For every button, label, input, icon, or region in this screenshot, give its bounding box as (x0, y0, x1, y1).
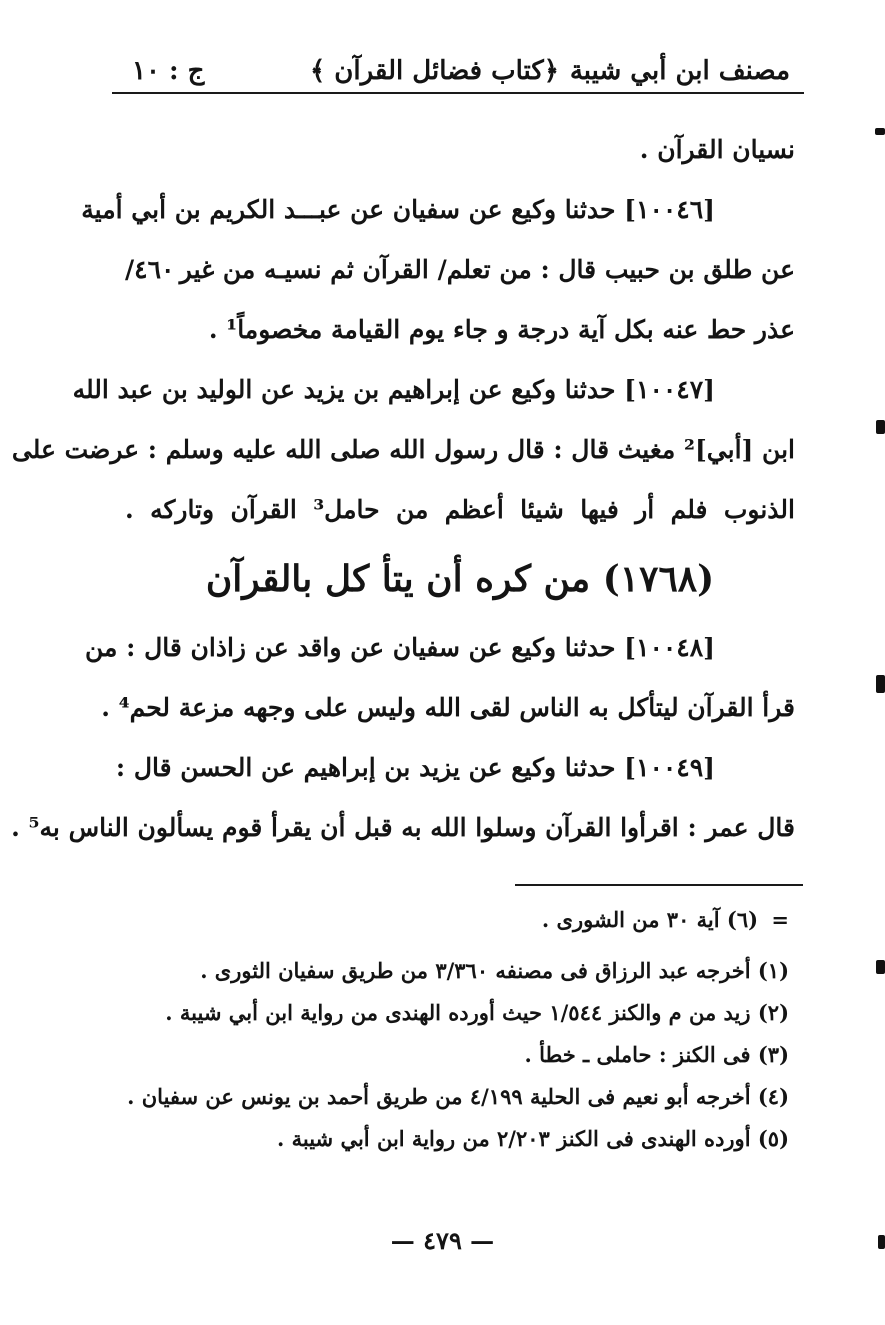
scan-edge-mark (876, 420, 885, 434)
scan-edge-mark (875, 128, 885, 135)
text-line: الذنوب فلم أر فيها شيئا أعظم من حامل³ القرآن وتاركه . (125, 495, 795, 524)
continuation-mark: = (771, 907, 789, 932)
header-volume: ج : ١٠ (132, 56, 205, 86)
text-line: عذر حط عنه بكل آية درجة و جاء يوم القيامة مخصوماً¹ . (208, 315, 795, 344)
footnote-continuation-text: (٦) آية ٣٠ من الشورى . (541, 907, 759, 932)
text-line: ابن [أبي]² مغيث قال : قال رسول الله صلى الله عليه وسلم : عرضت على (11, 435, 795, 464)
text-line-content: عن طلق بن حبيب قال : من تعلم/ القرآن ثم نسيـه من غير (179, 255, 795, 284)
page-number: — ٤٧٩ — (390, 1226, 495, 1255)
text-line: [١٠٠٤٧] حدثنا وكيع عن إبراهيم بن يزيد عن الوليد بن عبد الله (72, 375, 715, 404)
header-rule (112, 92, 804, 94)
text-line: [١٠٠٤٩] حدثنا وكيع عن يزيد بن إبراهيم عن الحسن قال : (115, 753, 715, 782)
footnote-item: (٤) أخرجه أبو نعيم فى الحلية ٤/١٩٩ من طريق أحمد بن يونس عن سفيان . (127, 1084, 789, 1109)
text-line (125, 240, 795, 300)
text-line: [١٠٠٤٦] حدثنا وكيع عن سفيان عن عبـــد الكريم بن أبي أمية (81, 195, 715, 224)
footnote-continuation (109, 890, 789, 950)
scan-edge-mark (878, 1235, 885, 1249)
text-line: قرأ القرآن ليتأكل به الناس لقى الله وليس على وجهه مزعة لحم⁴ . (101, 693, 795, 722)
chapter-heading: (١٧٦٨) من كره أن يتأ كل بالقرآن (205, 558, 715, 600)
footnote-item: (٣) فى الكنز : حاملى ـ خطأ . (524, 1042, 789, 1067)
footnote-item: (٢) زيد من م والكنز ١/٥٤٤ حيث أورده الهندى من رواية ابن أبي شيبة . (165, 1000, 789, 1025)
margin-page-reference: ٤٦٠/ (125, 255, 175, 284)
footnotes (109, 890, 789, 1160)
footnote-item: (١) أخرجه عبد الرزاق فى مصنفه ٣/٣٦٠ من طريق سفيان الثورى . (200, 958, 789, 983)
scan-edge-mark (876, 675, 885, 693)
header-chapter-title: ﴿كتاب فضائل القرآن ﴾ (309, 56, 559, 86)
header-book-title: مصنف ابن أبي شيبة (569, 56, 790, 86)
running-header (112, 48, 804, 98)
scan-edge-mark (876, 960, 885, 974)
main-text (11, 120, 795, 858)
text-line: [١٠٠٤٨] حدثنا وكيع عن سفيان عن واقد عن زاذان قال : من (85, 633, 715, 662)
text-line: نسيان القرآن . (639, 135, 795, 164)
footnote-item: (٥) أورده الهندى فى الكنز ٢/٢٠٣ من رواية ابن أبي شيبة . (277, 1126, 789, 1151)
text-line: قال عمر : اقرأوا القرآن وسلوا الله به قبل أن يقرأ قوم يسألون الناس به⁵ . (11, 813, 795, 842)
footnote-rule (515, 884, 803, 886)
